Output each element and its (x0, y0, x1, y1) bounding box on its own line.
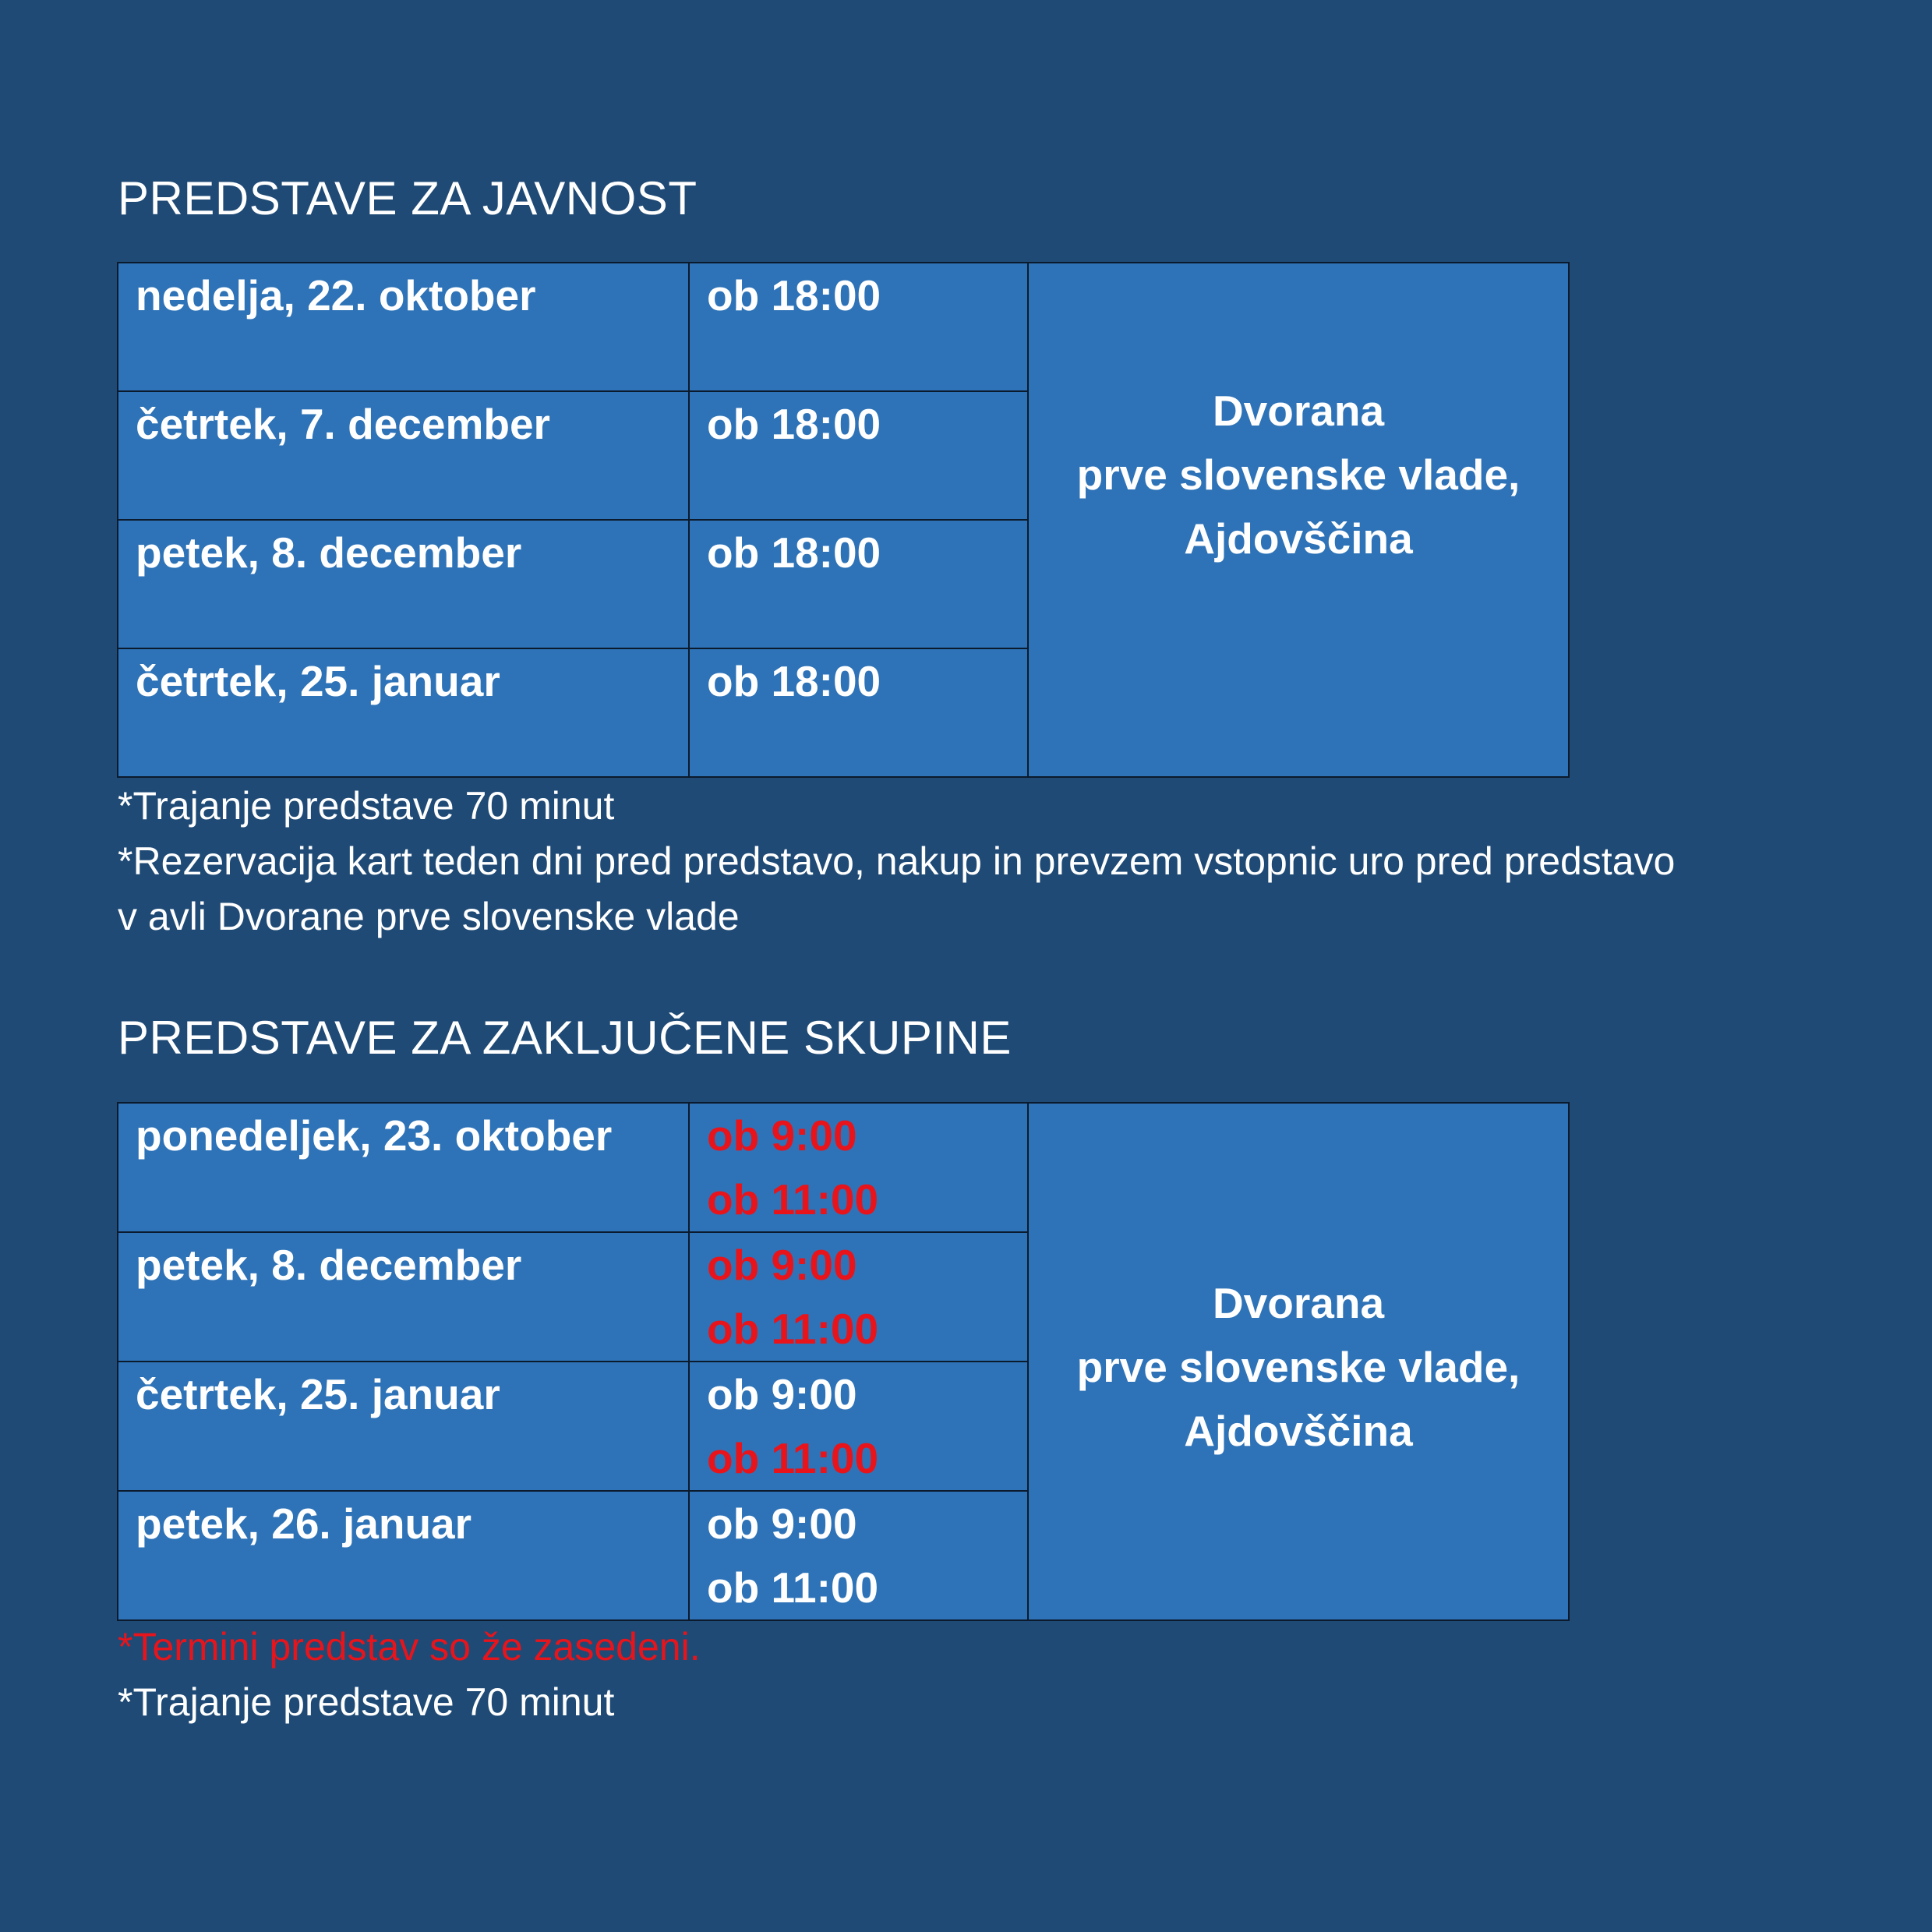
date-cell: petek, 26. januar (118, 1491, 689, 1620)
public-schedule-table (117, 262, 1570, 778)
date-cell: ponedeljek, 23. oktober (118, 1103, 689, 1232)
venue-line: Dvorana (1212, 387, 1385, 435)
time-slot: ob 9:00 (707, 1499, 857, 1548)
booked-note: *Termini predstav so že zasedeni. (118, 1625, 701, 1669)
date-cell: četrtek, 25. januar (118, 1362, 689, 1491)
time-cell: ob 18:00 (689, 391, 1028, 520)
time-slot: ob 11:00 (707, 1175, 879, 1224)
time-cell: ob 18:00 (689, 648, 1028, 777)
venue-line: prve slovenske vlade, (1076, 450, 1521, 499)
date-cell: petek, 8. december (118, 1232, 689, 1362)
date-cell: nedelja, 22. oktober (118, 263, 689, 391)
date-cell: četrtek, 7. december (118, 391, 689, 520)
time-cell (689, 1232, 1028, 1362)
table-row (118, 263, 1569, 391)
time-slot: ob 9:00 (707, 1370, 857, 1418)
time-cell (689, 1362, 1028, 1491)
public-shows-heading: PREDSTAVE ZA JAVNOST (118, 172, 698, 224)
time-cell (689, 1491, 1028, 1620)
time-slot: ob 9:00 (707, 1111, 857, 1160)
time-cell: ob 18:00 (689, 520, 1028, 648)
group-schedule-table (117, 1102, 1570, 1621)
venue-cell (1028, 263, 1569, 777)
date-cell: petek, 8. december (118, 520, 689, 648)
time-slot: ob 11:00 (707, 1305, 879, 1353)
venue-cell (1028, 1103, 1569, 1620)
time-cell: ob 18:00 (689, 263, 1028, 391)
venue-line: Ajdovščina (1184, 1407, 1413, 1455)
reservation-note: *Rezervacija kart teden dni pred predstavo, nakup in prevzem vstopnic uro pred predstavo (118, 839, 1676, 883)
venue-line: prve slovenske vlade, (1076, 1343, 1521, 1391)
time-slot: ob 11:00 (707, 1563, 879, 1612)
venue-line: Dvorana (1212, 1279, 1385, 1327)
group-shows-heading: PREDSTAVE ZA ZAKLJUČENE SKUPINE (118, 1012, 1012, 1064)
duration-note: *Trajanje predstave 70 minut (118, 1680, 615, 1724)
time-slot: ob 11:00 (707, 1434, 879, 1482)
duration-note: *Trajanje predstave 70 minut (118, 784, 615, 828)
venue-line: Ajdovščina (1184, 514, 1413, 563)
time-slot: ob 9:00 (707, 1241, 857, 1289)
time-cell (689, 1103, 1028, 1232)
date-cell: četrtek, 25. januar (118, 648, 689, 777)
table-row (118, 1103, 1569, 1232)
reservation-note-continued: v avli Dvorane prve slovenske vlade (118, 895, 740, 938)
